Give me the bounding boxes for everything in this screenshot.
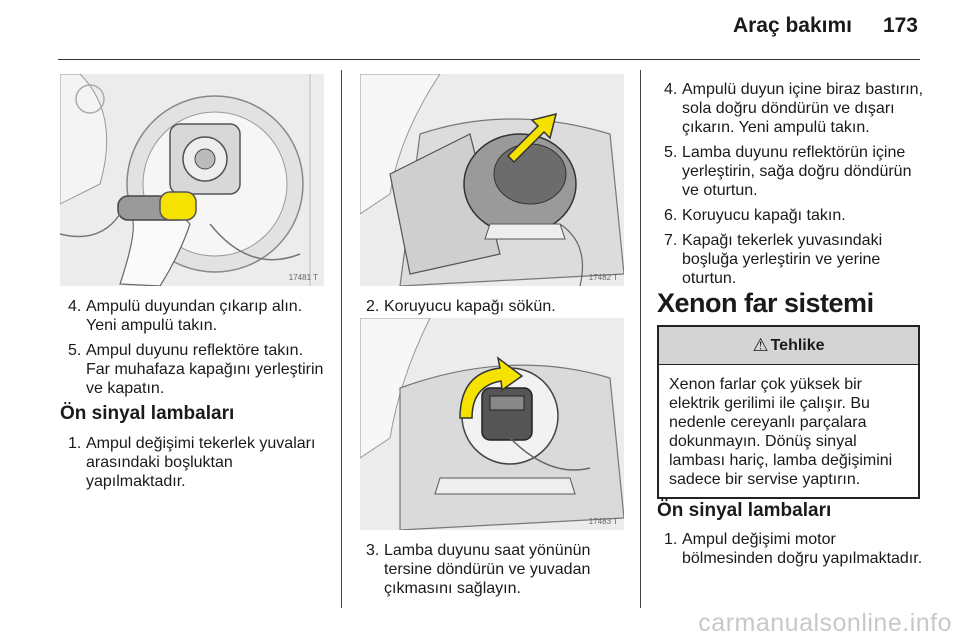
figure-number: 17481 T (288, 273, 318, 282)
header-rule (58, 59, 920, 60)
steps-list-col3 (664, 80, 926, 294)
figure-number: 17483 T (588, 517, 618, 526)
list-item: 4. Ampulü duyundan çıkarıp alın. Yeni ampulü takın. (68, 298, 303, 334)
list-item: 1. Ampul değişimi motor bölmesinden doğru yapılmaktadır. (664, 531, 923, 567)
page-number: 173 (882, 14, 918, 37)
steps-list-col1 (68, 297, 330, 404)
heading-xenon: Xenon far sistemi (657, 288, 874, 318)
warning-title: Tehlike (770, 336, 825, 354)
column-divider-1 (341, 70, 342, 608)
figure-lamp-socket-rotate (360, 318, 624, 530)
section-title: Araç bakımı (732, 14, 852, 37)
warning-triangle-icon: ⚠ (752, 335, 769, 355)
list-item: 6. Koruyucu kapağı takın. (664, 207, 846, 224)
heading-front-turn-signals-2: Ön sinyal lambaları (657, 500, 832, 521)
watermark: carmanualsonline.info (698, 609, 952, 637)
heading-front-turn-signals: Ön sinyal lambaları (60, 403, 235, 424)
list-item: 1. Ampul değişimi tekerlek yuvaları arasındaki boşluktan yapılmaktadır. (68, 435, 316, 490)
list-item: 4. Ampulü duyun içine biraz bastırın, sola doğru döndürün ve dışarı çıkarın. Yeni ampulü takın. (664, 81, 924, 136)
column-divider-2 (640, 70, 641, 608)
list-item: 5. Lamba duyunu reflektörün içine yerleştirin, sağa doğru döndürün ve oturtun. (664, 144, 912, 199)
steps-list-col1b (68, 434, 330, 497)
list-item: 7. Kapağı tekerlek yuvasındaki boşluğa yerleştirin ve yerine oturtun. (664, 232, 883, 287)
list-item: 3. Lamba duyunu saat yönünün tersine döndürün ve yuvadan çıkmasını sağlayın. (366, 542, 591, 597)
warning-text: Xenon farlar çok yüksek bir elektrik gerilimi ile çalışır. Bu nedenle cereyanlı parçalara dokunmayın. Dönüş sinyal lambası hariç, lamba değişimini sadece bir servise yaptırın. (669, 376, 893, 488)
figure-number: 17482 T (588, 273, 618, 282)
figure-protective-cover (360, 74, 624, 286)
step-3 (366, 541, 628, 604)
warning-header (659, 327, 918, 365)
list-item: 2. Koruyucu kapağı sökün. (366, 298, 556, 315)
warning-box (657, 325, 920, 499)
page-header (0, 0, 960, 60)
figure-bulb-socket (60, 74, 324, 286)
steps-list-col3b (664, 530, 926, 574)
list-item: 5. Ampul duyunu reflektöre takın. Far muhafaza kapağını yerleştirin ve kapatın. (68, 342, 324, 397)
